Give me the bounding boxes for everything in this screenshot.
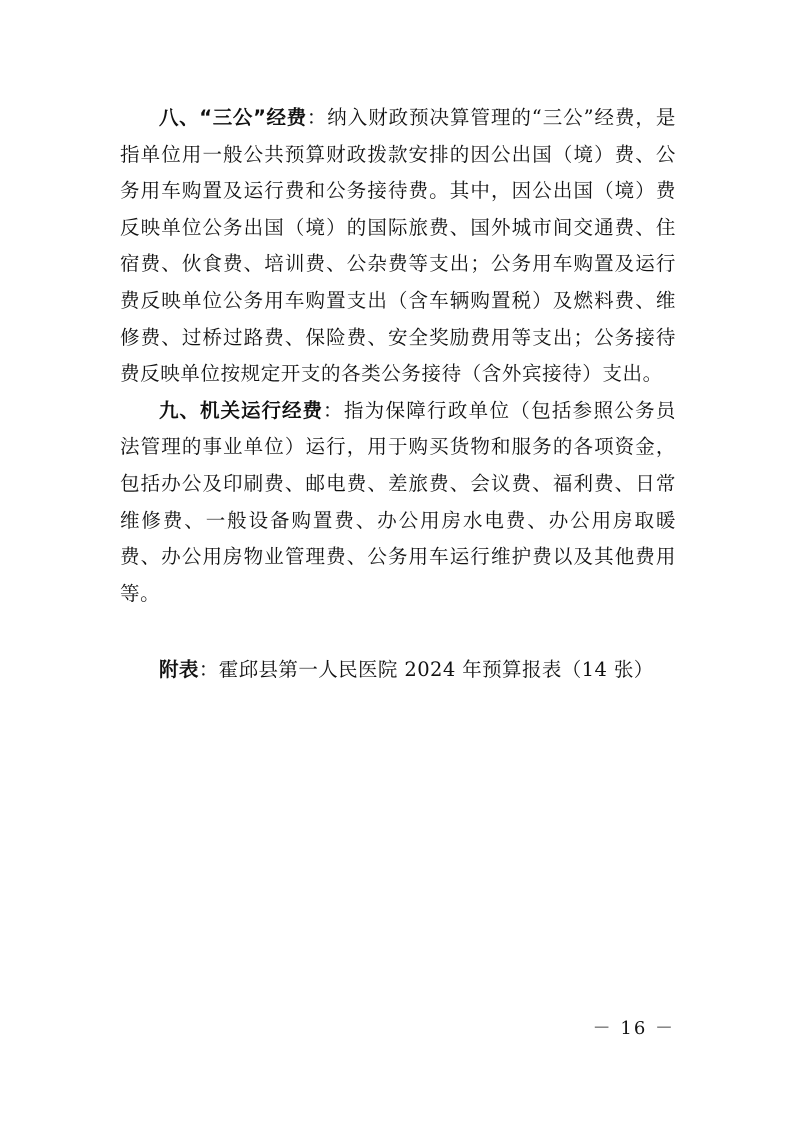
heading-separator: ： <box>323 398 344 422</box>
section-body-operating: 指为保障行政单位（包括参照公务员法管理的事业单位）运行，用于购买货物和服务的各项资金，包括办公及印刷费、邮电费、差旅费、会议费、福利费、日常维修费、一般设备购置费、办公用房水电费、办公用房取暖费、办公用房物业管理费、公务用车运行维护费以及其他费用等。 <box>120 398 676 605</box>
attachment-label: 附表 <box>159 658 199 682</box>
section-body-sangong: 纳入财政预决算管理的“三公”经费，是指单位用一般公共预算财政拨款安排的因公出国（境）费、公务用车购置及运行费和公务接待费。其中，因公出国（境）费反映单位公务出国（境）的国际旅费、国外城市间交通费、住宿费、伙食费、培训费、公杂费等支出；公务用车购置及运行费反映单位公务用车购置支出（含车辆购置税）及燃料费、维修费、过桥过路费、保险费、安全奖励费用等支出；公务接待费反映单位按规定开支的各类公务接待（含外宾接待）支出。 <box>120 106 676 386</box>
document-body <box>120 100 676 688</box>
attachment-text: 霍邱县第一人民医院 2024 年预算报表（14 张） <box>218 658 654 682</box>
page-number: － 16 － <box>592 1018 675 1039</box>
attachment-line <box>120 652 676 688</box>
section-heading-sangong: 八、“三公”经费 <box>159 106 307 129</box>
heading-separator: ： <box>306 106 328 129</box>
attachment-separator: ： <box>198 658 219 682</box>
section-sangong-funds <box>120 100 676 393</box>
section-agency-operating-funds <box>120 393 676 613</box>
section-heading-operating: 九、机关运行经费 <box>159 398 324 422</box>
